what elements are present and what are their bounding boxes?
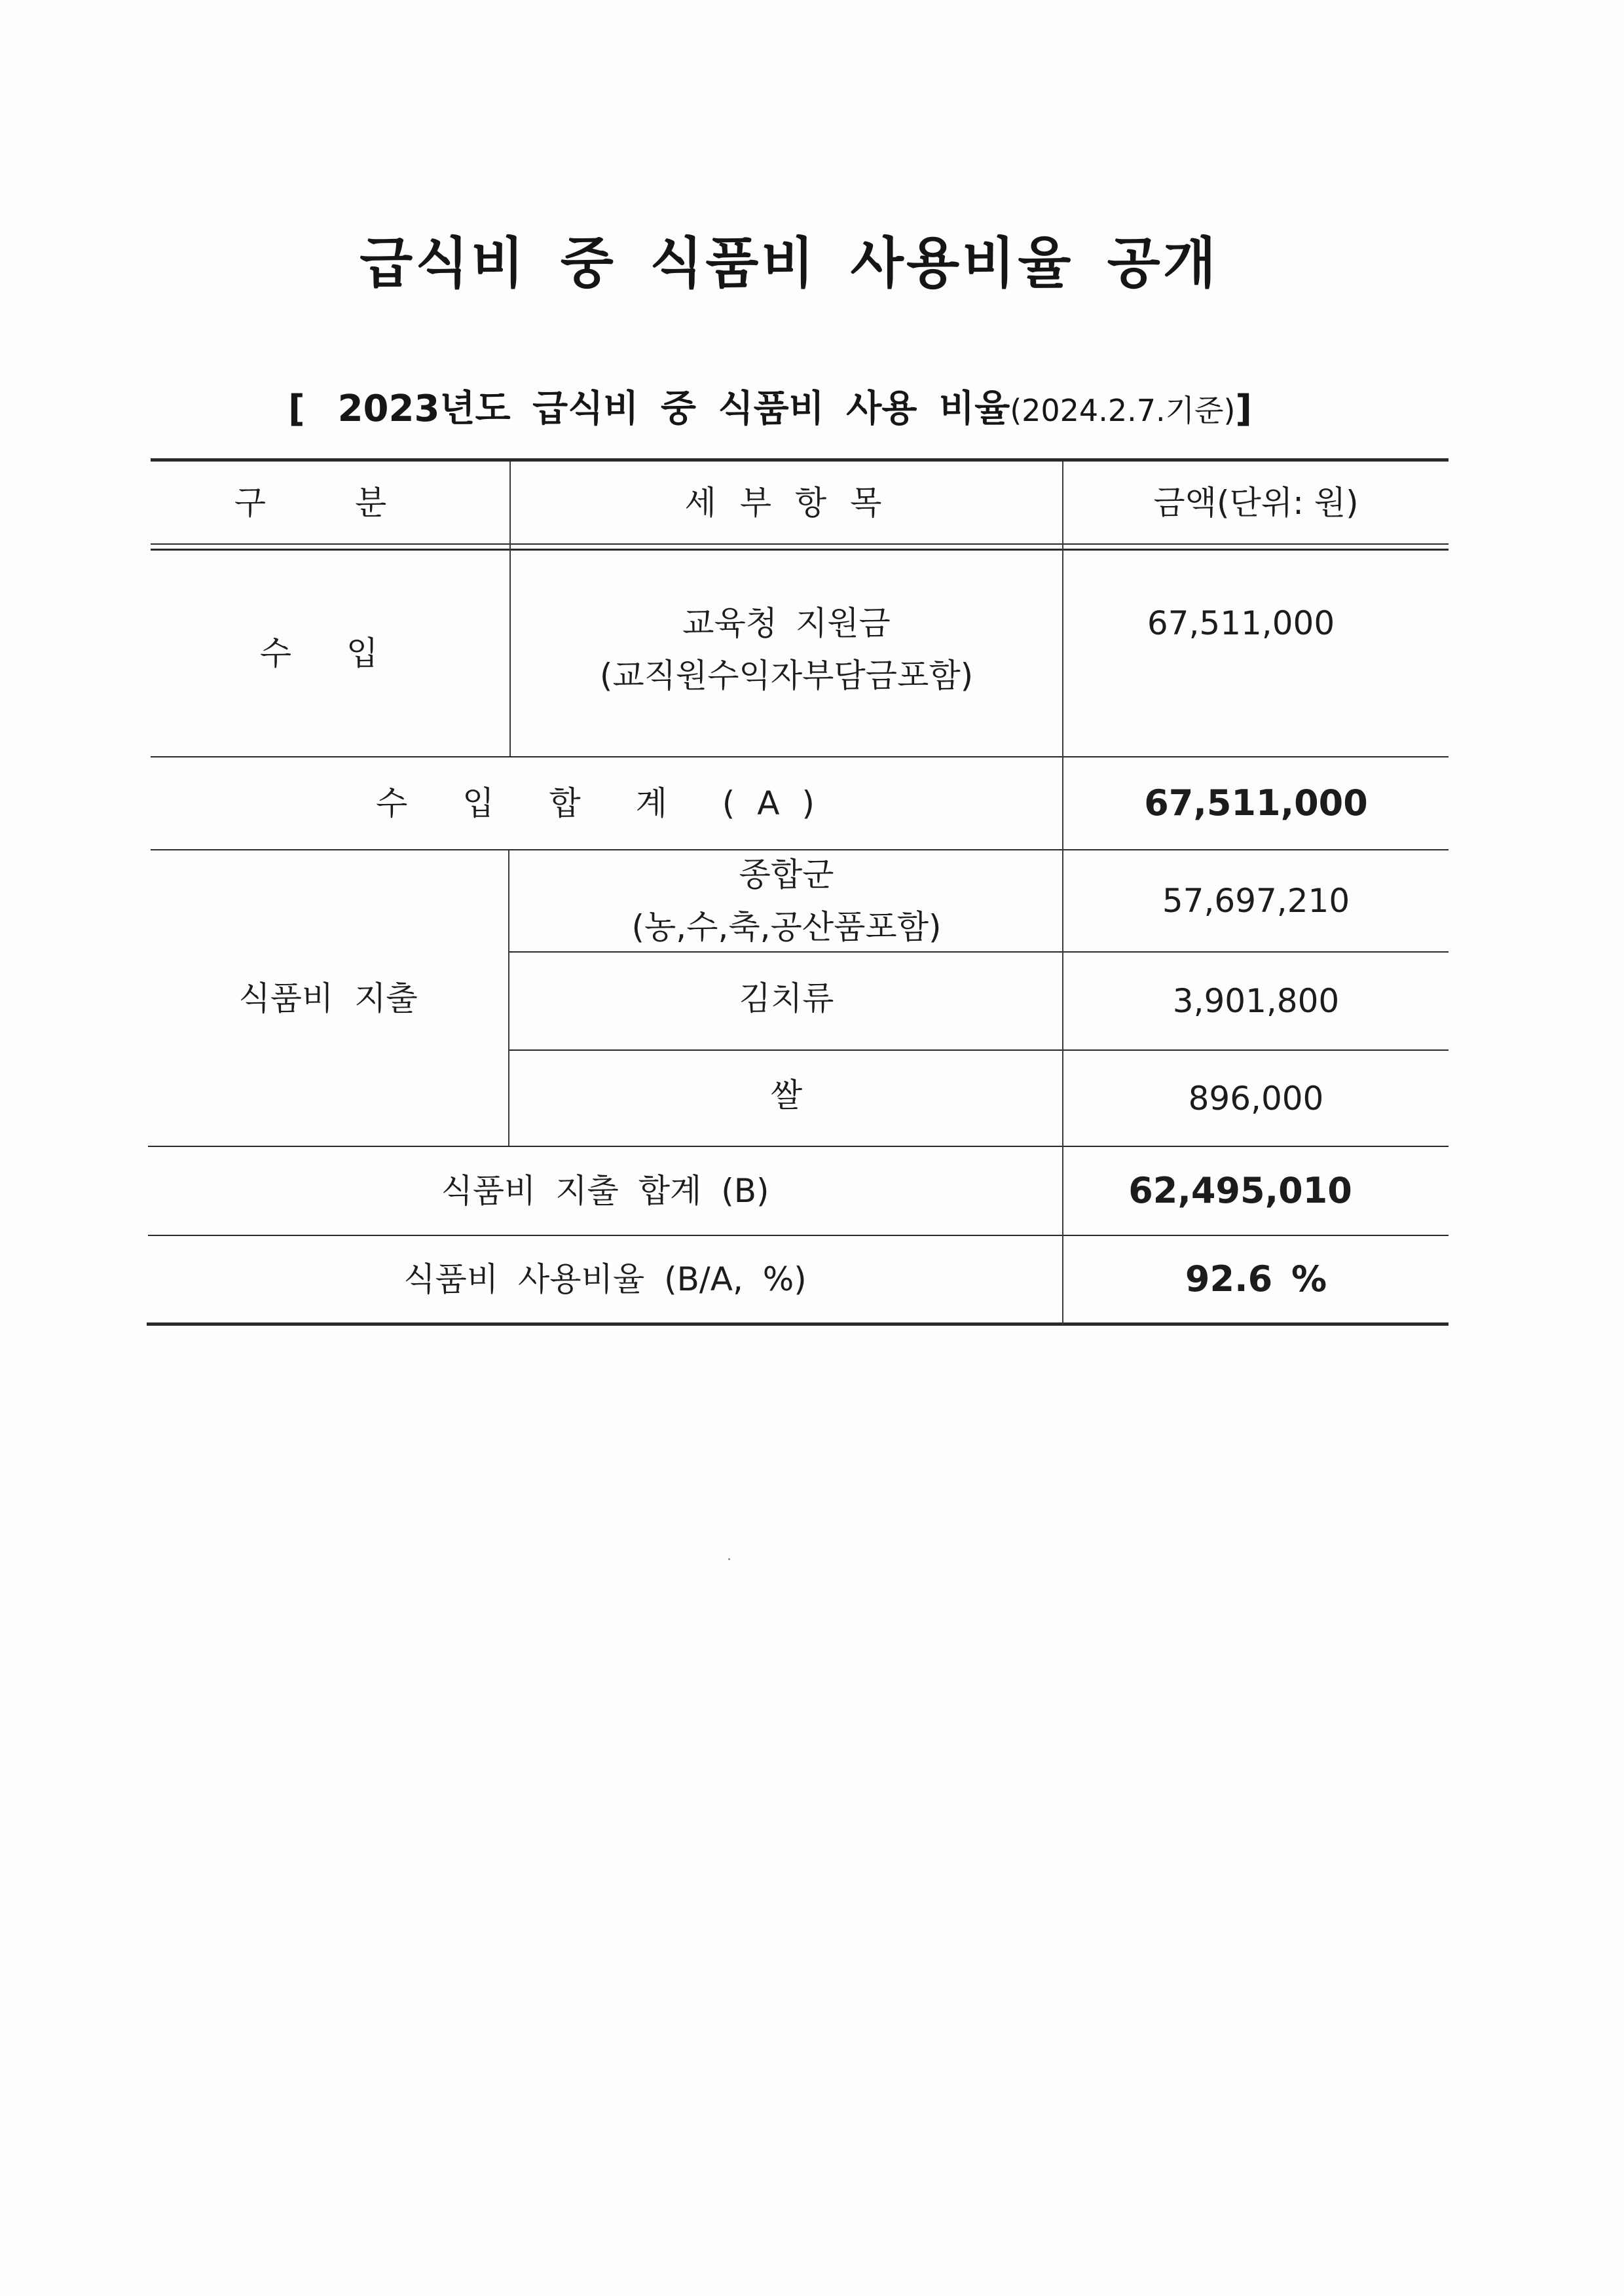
page-title: 급식비 중 식품비 사용비율 공개 — [360, 231, 1219, 295]
ratio-value-cell — [1063, 1236, 1449, 1322]
expense-total-label: 식품비 지출 합계 (B) — [441, 1172, 769, 1210]
expense-item-2-value: 3,901,800 — [1172, 982, 1340, 1020]
subtitle-close-bracket: ] — [1235, 388, 1253, 430]
scan-speck — [728, 1558, 730, 1560]
income-total-value: 67,511,000 — [1144, 782, 1368, 824]
expense-category-label: 식품비 지출 — [238, 979, 418, 1017]
expense-item-1-detail — [511, 850, 1062, 951]
income-item-name: 교육청 지원금 — [682, 604, 891, 642]
income-total-label-cell — [151, 757, 1062, 849]
income-item-note: (교직원수익자부담금포함) — [599, 657, 974, 695]
ratio-value: 92.6 % — [1185, 1258, 1327, 1300]
table-bottom-border — [147, 1322, 1449, 1326]
expense-item-2-detail — [511, 953, 1062, 1044]
expense-item-2-name: 김치류 — [739, 979, 834, 1017]
income-total-value-cell — [1063, 757, 1449, 849]
col-divider-1-expense — [508, 850, 509, 1146]
header-category — [151, 462, 509, 543]
subtitle-date: (2024.2.7.기준) — [1010, 393, 1236, 428]
header-category-label: 구 분 — [234, 483, 426, 522]
ratio-label-cell — [148, 1236, 1062, 1322]
expense-total-value-cell — [1063, 1147, 1417, 1235]
expense-item-2-amount — [1063, 953, 1449, 1049]
subtitle-text: 2023년도 급식비 중 식품비 사용 비율 — [337, 388, 1010, 430]
subtitle-open-bracket: [ — [288, 388, 305, 430]
income-detail — [511, 597, 1062, 728]
header-detail — [511, 462, 1062, 543]
income-item-value: 67,511,000 — [1147, 604, 1335, 642]
expense-item-1-value: 57,697,210 — [1162, 882, 1350, 920]
expense-category — [148, 850, 508, 1146]
expense-item-3-value: 896,000 — [1188, 1079, 1324, 1118]
expense-item-3-detail — [511, 1051, 1062, 1139]
header-amount — [1063, 462, 1449, 543]
table-subtitle — [288, 380, 1336, 432]
expense-item-1-amount — [1063, 850, 1449, 951]
income-amount — [1063, 597, 1418, 663]
income-total-label: 수 입 합 계 (A) — [376, 784, 837, 822]
expense-total-label-cell — [148, 1147, 1062, 1235]
expense-item-3-amount — [1063, 1051, 1449, 1146]
expense-item-1-note: (농,수,축,공산품포함) — [631, 908, 942, 946]
header-detail-label: 세 부 항 목 — [684, 483, 889, 522]
expense-item-3-name: 쌀 — [770, 1076, 803, 1114]
expense-total-value: 62,495,010 — [1128, 1170, 1352, 1211]
income-category-label: 수 입 — [259, 634, 401, 672]
income-category — [151, 551, 509, 756]
header-divider-upper — [151, 543, 1449, 545]
header-amount-label: 금액(단위: 원) — [1153, 483, 1359, 522]
expense-item-1-name: 종합군 — [739, 856, 834, 894]
ratio-label: 식품비 사용비율 (B/A, %) — [403, 1260, 807, 1298]
